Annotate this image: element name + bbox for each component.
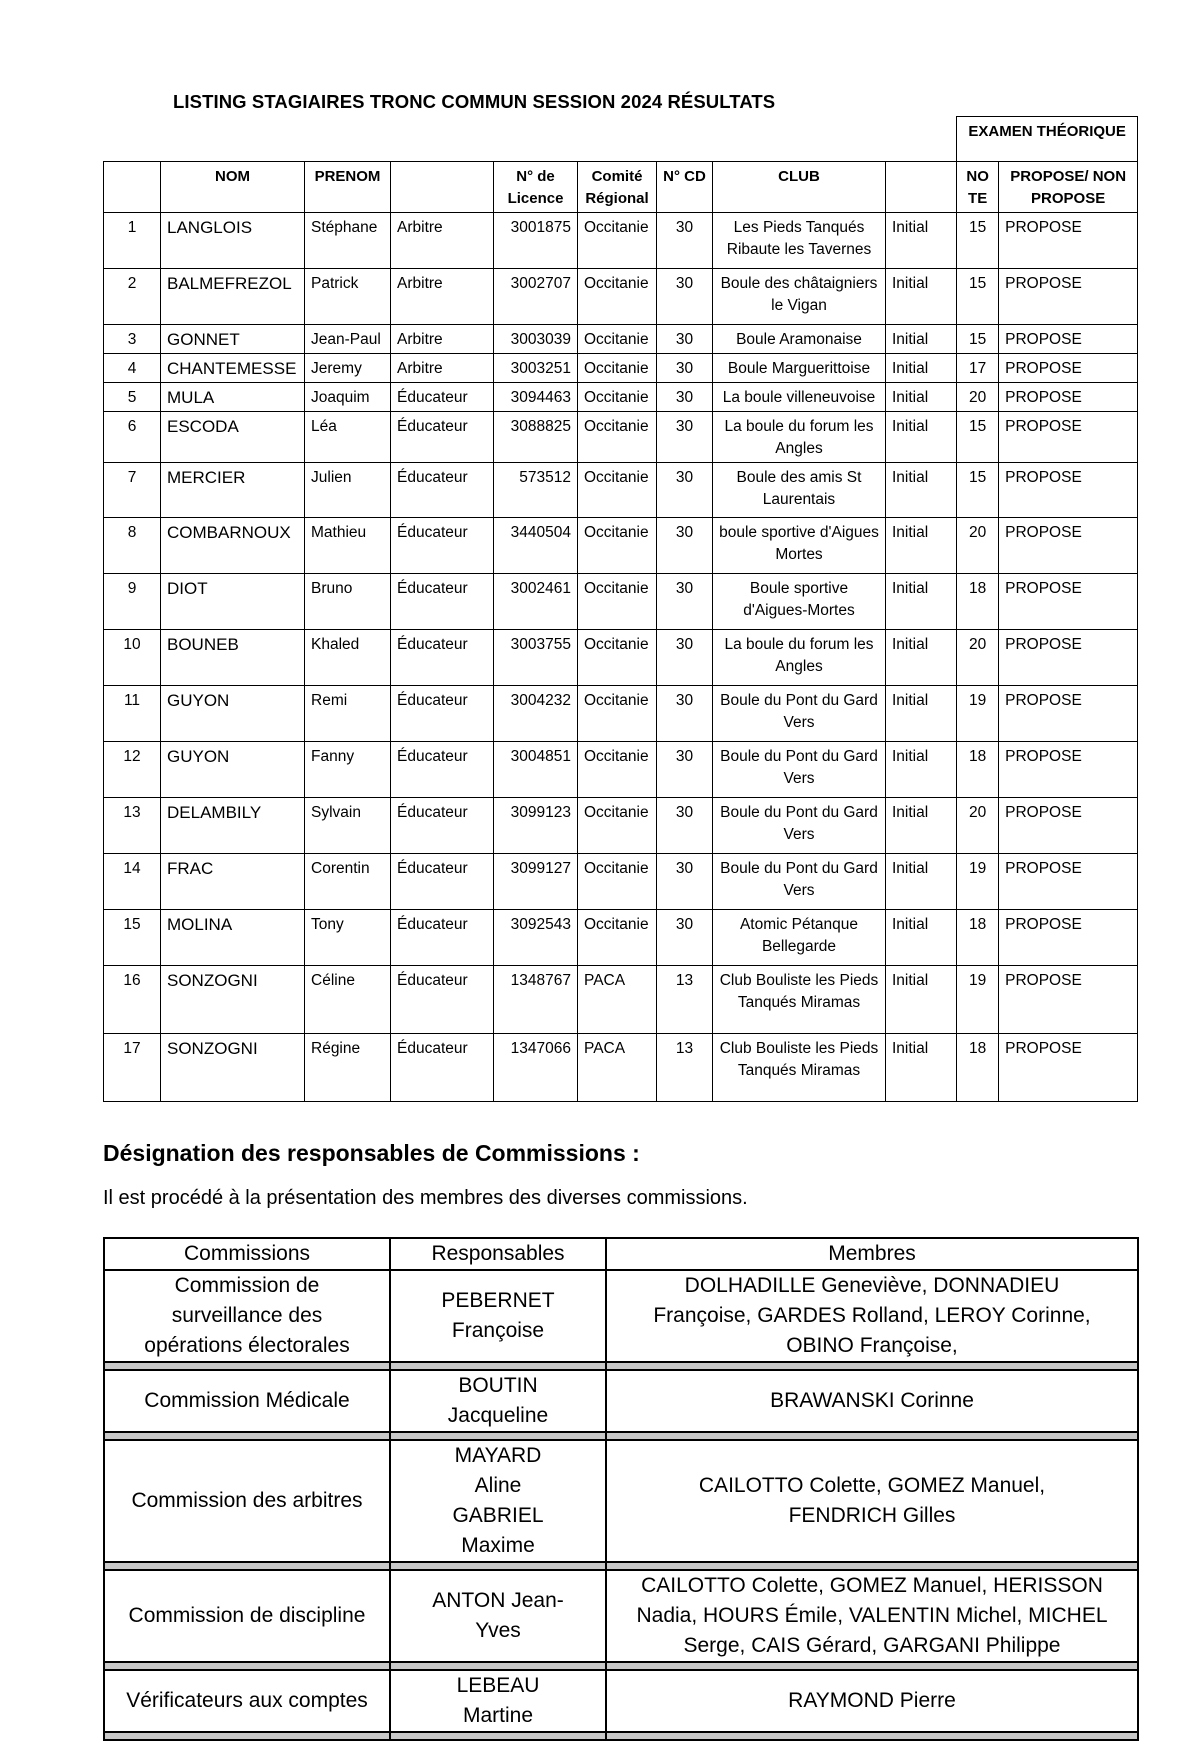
cell-note: 18 [957,1034,999,1102]
cell-membres: RAYMOND Pierre [606,1670,1138,1732]
commission-row [104,1370,1138,1432]
commission-row [104,1670,1138,1732]
cell-cd: 30 [657,269,713,325]
header-propose: PROPOSE/ NON PROPOSE [999,162,1138,213]
cell-club: Les Pieds Tanqués Ribaute les Tavernes [713,213,886,269]
cell-prenom: Patrick [305,269,391,325]
cell-role: Éducateur [391,383,494,412]
stagiaires-table [103,116,1138,1102]
cell-role: Éducateur [391,518,494,574]
cell-cd: 30 [657,463,713,518]
header-exam-group: EXAMEN THÉORIQUE [957,117,1138,162]
cell-responsables: PEBERNET Françoise [390,1270,606,1362]
header-type [886,162,957,213]
header-membres: Membres [606,1238,1138,1270]
cell-prenom: Khaled [305,630,391,686]
cell-club: Boule des châtaigniers le Vigan [713,269,886,325]
cell-cd: 30 [657,630,713,686]
cell-licence: 1347066 [494,1034,578,1102]
cell-resultat: PROPOSE [999,518,1138,574]
cell-comite: Occitanie [578,854,657,910]
cell-n: 5 [104,383,161,412]
cell-role: Éducateur [391,742,494,798]
table-row [104,383,1138,412]
cell-type: Initial [886,966,957,1034]
cell-n: 7 [104,463,161,518]
header-responsables: Responsables [390,1238,606,1270]
cell-type: Initial [886,742,957,798]
cell-type: Initial [886,854,957,910]
cell-membres: CAILOTTO Colette, GOMEZ Manuel, FENDRICH Gilles [606,1440,1138,1562]
cell-role: Éducateur [391,910,494,966]
cell-comite: PACA [578,1034,657,1102]
page-title: LISTING STAGIAIRES TRONC COMMUN SESSION 2024 RÉSULTATS [173,91,776,112]
cell-prenom: Léa [305,412,391,463]
cell-licence: 3001875 [494,213,578,269]
cell-licence: 3003039 [494,325,578,354]
cell-role: Éducateur [391,854,494,910]
cell-type: Initial [886,354,957,383]
table-row [104,574,1138,630]
cell-type: Initial [886,325,957,354]
cell-cd: 30 [657,213,713,269]
cell-cd: 30 [657,910,713,966]
cell-club: Boule Aramonaise [713,325,886,354]
cell-type: Initial [886,269,957,325]
cell-commission: Commission de surveillance des opérations électorales [104,1270,390,1362]
cell-nom: MERCIER [161,463,305,518]
cell-licence: 3002461 [494,574,578,630]
cell-club: Boule des amis St Laurentais [713,463,886,518]
cell-resultat: PROPOSE [999,854,1138,910]
cell-note: 18 [957,910,999,966]
cell-club: La boule du forum les Angles [713,630,886,686]
cell-type: Initial [886,518,957,574]
cell-commission: Commission Médicale [104,1370,390,1432]
cell-prenom: Céline [305,966,391,1034]
table-row [104,966,1138,1034]
row-separator [104,1732,1138,1740]
cell-club: Boule du Pont du Gard Vers [713,686,886,742]
cell-licence: 3440504 [494,518,578,574]
header-licence: N° de Licence [494,162,578,213]
cell-club: La boule villeneuvoise [713,383,886,412]
cell-role: Arbitre [391,354,494,383]
cell-note: 15 [957,325,999,354]
table-row [104,354,1138,383]
cell-club: Boule sportive d'Aigues-Mortes [713,574,886,630]
cell-prenom: Jeremy [305,354,391,383]
table-row [104,910,1138,966]
cell-comite: Occitanie [578,910,657,966]
cell-cd: 13 [657,1034,713,1102]
table-row [104,630,1138,686]
cell-role: Éducateur [391,798,494,854]
table-header-row [104,162,1138,213]
cell-nom: GONNET [161,325,305,354]
cell-responsables: BOUTIN Jacqueline [390,1370,606,1432]
cell-cd: 30 [657,354,713,383]
cell-comite: Occitanie [578,354,657,383]
header-note: NO TE [957,162,999,213]
cell-cd: 30 [657,383,713,412]
row-separator [104,1662,1138,1670]
cell-type: Initial [886,213,957,269]
cell-comite: Occitanie [578,463,657,518]
cell-prenom: Fanny [305,742,391,798]
cell-nom: ESCODA [161,412,305,463]
cell-cd: 30 [657,742,713,798]
cell-comite: Occitanie [578,686,657,742]
cell-licence: 3003755 [494,630,578,686]
cell-n: 9 [104,574,161,630]
cell-club: Boule du Pont du Gard Vers [713,854,886,910]
table-row [104,518,1138,574]
cell-role: Arbitre [391,213,494,269]
commissions-intro: Il est procédé à la présentation des membres des diverses commissions. [103,1187,748,1209]
cell-resultat: PROPOSE [999,383,1138,412]
cell-type: Initial [886,910,957,966]
cell-note: 15 [957,269,999,325]
cell-comite: Occitanie [578,325,657,354]
cell-resultat: PROPOSE [999,574,1138,630]
row-separator [104,1362,1138,1370]
table-row [104,463,1138,518]
header-cd: N° CD [657,162,713,213]
cell-membres: DOLHADILLE Geneviève, DONNADIEU Françoise, GARDES Rolland, LEROY Corinne, OBINO Françoise, [606,1270,1138,1362]
cell-club: Boule du Pont du Gard Vers [713,742,886,798]
cell-cd: 30 [657,518,713,574]
cell-resultat: PROPOSE [999,412,1138,463]
cell-n: 15 [104,910,161,966]
cell-prenom: Corentin [305,854,391,910]
cell-prenom: Joaquim [305,383,391,412]
table-row [104,213,1138,269]
cell-prenom: Régine [305,1034,391,1102]
cell-note: 20 [957,798,999,854]
cell-resultat: PROPOSE [999,910,1138,966]
commission-row [104,1440,1138,1562]
cell-resultat: PROPOSE [999,463,1138,518]
cell-prenom: Stéphane [305,213,391,269]
cell-type: Initial [886,574,957,630]
cell-cd: 13 [657,966,713,1034]
header-index [104,162,161,213]
cell-comite: Occitanie [578,630,657,686]
cell-note: 20 [957,518,999,574]
commission-row [104,1270,1138,1362]
cell-note: 17 [957,354,999,383]
cell-n: 12 [104,742,161,798]
cell-nom: BOUNEB [161,630,305,686]
cell-prenom: Mathieu [305,518,391,574]
cell-note: 18 [957,742,999,798]
header-club: CLUB [713,162,886,213]
cell-type: Initial [886,383,957,412]
cell-resultat: PROPOSE [999,213,1138,269]
cell-comite: Occitanie [578,518,657,574]
cell-licence: 3003251 [494,354,578,383]
cell-nom: CHANTEMESSE [161,354,305,383]
cell-licence: 3099123 [494,798,578,854]
cell-nom: GUYON [161,742,305,798]
cell-club: Boule du Pont du Gard Vers [713,798,886,854]
cell-club: Club Bouliste les Pieds Tanqués Miramas [713,966,886,1034]
cell-prenom: Julien [305,463,391,518]
cell-licence: 3004232 [494,686,578,742]
cell-nom: MOLINA [161,910,305,966]
header-comite: Comité Régional [578,162,657,213]
cell-nom: DIOT [161,574,305,630]
cell-cd: 30 [657,574,713,630]
cell-prenom: Sylvain [305,798,391,854]
cell-n: 1 [104,213,161,269]
cell-n: 6 [104,412,161,463]
cell-cd: 30 [657,325,713,354]
cell-resultat: PROPOSE [999,798,1138,854]
cell-club: Club Bouliste les Pieds Tanqués Miramas [713,1034,886,1102]
table-row [104,412,1138,463]
cell-licence: 3094463 [494,383,578,412]
cell-note: 15 [957,213,999,269]
cell-licence: 1348767 [494,966,578,1034]
cell-licence: 3088825 [494,412,578,463]
table-row [104,798,1138,854]
cell-role: Éducateur [391,574,494,630]
cell-resultat: PROPOSE [999,630,1138,686]
cell-responsables: MAYARD Aline GABRIEL Maxime [390,1440,606,1562]
cell-note: 19 [957,966,999,1034]
cell-nom: SONZOGNI [161,966,305,1034]
cell-role: Éducateur [391,630,494,686]
table-row [104,269,1138,325]
cell-membres: CAILOTTO Colette, GOMEZ Manuel, HERISSON Nadia, HOURS Émile, VALENTIN Michel, MICHEL Serge, CAIS Gérard, GARGANI Philippe [606,1570,1138,1662]
header-prenom: PRENOM [305,162,391,213]
cell-licence: 3002707 [494,269,578,325]
cell-role: Éducateur [391,686,494,742]
cell-licence: 3092543 [494,910,578,966]
cell-nom: DELAMBILY [161,798,305,854]
cell-note: 19 [957,854,999,910]
cell-cd: 30 [657,798,713,854]
cell-responsables: ANTON Jean-Yves [390,1570,606,1662]
cell-n: 8 [104,518,161,574]
table-row [104,686,1138,742]
cell-comite: Occitanie [578,383,657,412]
cell-prenom: Bruno [305,574,391,630]
cell-role: Éducateur [391,966,494,1034]
table-row [104,742,1138,798]
cell-n: 16 [104,966,161,1034]
cell-role: Éducateur [391,412,494,463]
cell-note: 20 [957,383,999,412]
table-row [104,1034,1138,1102]
cell-cd: 30 [657,412,713,463]
cell-note: 18 [957,574,999,630]
table-row [104,325,1138,354]
cell-n: 10 [104,630,161,686]
cell-resultat: PROPOSE [999,966,1138,1034]
commission-row [104,1570,1138,1662]
cell-comite: Occitanie [578,574,657,630]
cell-responsables: LEBEAU Martine [390,1670,606,1732]
header-commissions: Commissions [104,1238,390,1270]
cell-comite: Occitanie [578,742,657,798]
cell-role: Arbitre [391,269,494,325]
table-row [104,854,1138,910]
cell-resultat: PROPOSE [999,742,1138,798]
header-role [391,162,494,213]
cell-note: 20 [957,630,999,686]
cell-n: 13 [104,798,161,854]
cell-resultat: PROPOSE [999,1034,1138,1102]
cell-nom: BALMEFREZOL [161,269,305,325]
cell-type: Initial [886,798,957,854]
cell-role: Arbitre [391,325,494,354]
cell-resultat: PROPOSE [999,325,1138,354]
cell-note: 15 [957,463,999,518]
cell-comite: Occitanie [578,798,657,854]
commissions-table [103,1237,1139,1741]
header-nom: NOM [161,162,305,213]
cell-resultat: PROPOSE [999,269,1138,325]
cell-licence: 573512 [494,463,578,518]
cell-role: Éducateur [391,463,494,518]
cell-cd: 30 [657,854,713,910]
cell-comite: Occitanie [578,412,657,463]
cell-club: Boule Marguerittoise [713,354,886,383]
cell-type: Initial [886,686,957,742]
cell-licence: 3099127 [494,854,578,910]
cell-nom: FRAC [161,854,305,910]
cell-type: Initial [886,412,957,463]
cell-role: Éducateur [391,1034,494,1102]
cell-commission: Vérificateurs aux comptes [104,1670,390,1732]
cell-comite: Occitanie [578,213,657,269]
cell-note: 19 [957,686,999,742]
cell-nom: COMBARNOUX [161,518,305,574]
commissions-title: Désignation des responsables de Commissions : [103,1140,640,1166]
cell-resultat: PROPOSE [999,354,1138,383]
cell-n: 14 [104,854,161,910]
cell-n: 17 [104,1034,161,1102]
commissions-header-row [104,1238,1138,1270]
cell-note: 15 [957,412,999,463]
cell-club: La boule du forum les Angles [713,412,886,463]
cell-club: Atomic Pétanque Bellegarde [713,910,886,966]
cell-cd: 30 [657,686,713,742]
cell-commission: Commission de discipline [104,1570,390,1662]
cell-nom: LANGLOIS [161,213,305,269]
cell-licence: 3004851 [494,742,578,798]
cell-prenom: Tony [305,910,391,966]
cell-nom: MULA [161,383,305,412]
cell-n: 4 [104,354,161,383]
cell-n: 3 [104,325,161,354]
cell-n: 11 [104,686,161,742]
cell-nom: GUYON [161,686,305,742]
cell-type: Initial [886,463,957,518]
cell-comite: PACA [578,966,657,1034]
cell-prenom: Remi [305,686,391,742]
cell-n: 2 [104,269,161,325]
cell-prenom: Jean-Paul [305,325,391,354]
cell-membres: BRAWANSKI Corinne [606,1370,1138,1432]
cell-resultat: PROPOSE [999,686,1138,742]
cell-club: boule sportive d'Aigues Mortes [713,518,886,574]
cell-commission: Commission des arbitres [104,1440,390,1562]
row-separator [104,1562,1138,1570]
cell-type: Initial [886,1034,957,1102]
cell-comite: Occitanie [578,269,657,325]
cell-nom: SONZOGNI [161,1034,305,1102]
cell-type: Initial [886,630,957,686]
stagiaires-body [104,213,1138,1102]
row-separator [104,1432,1138,1440]
